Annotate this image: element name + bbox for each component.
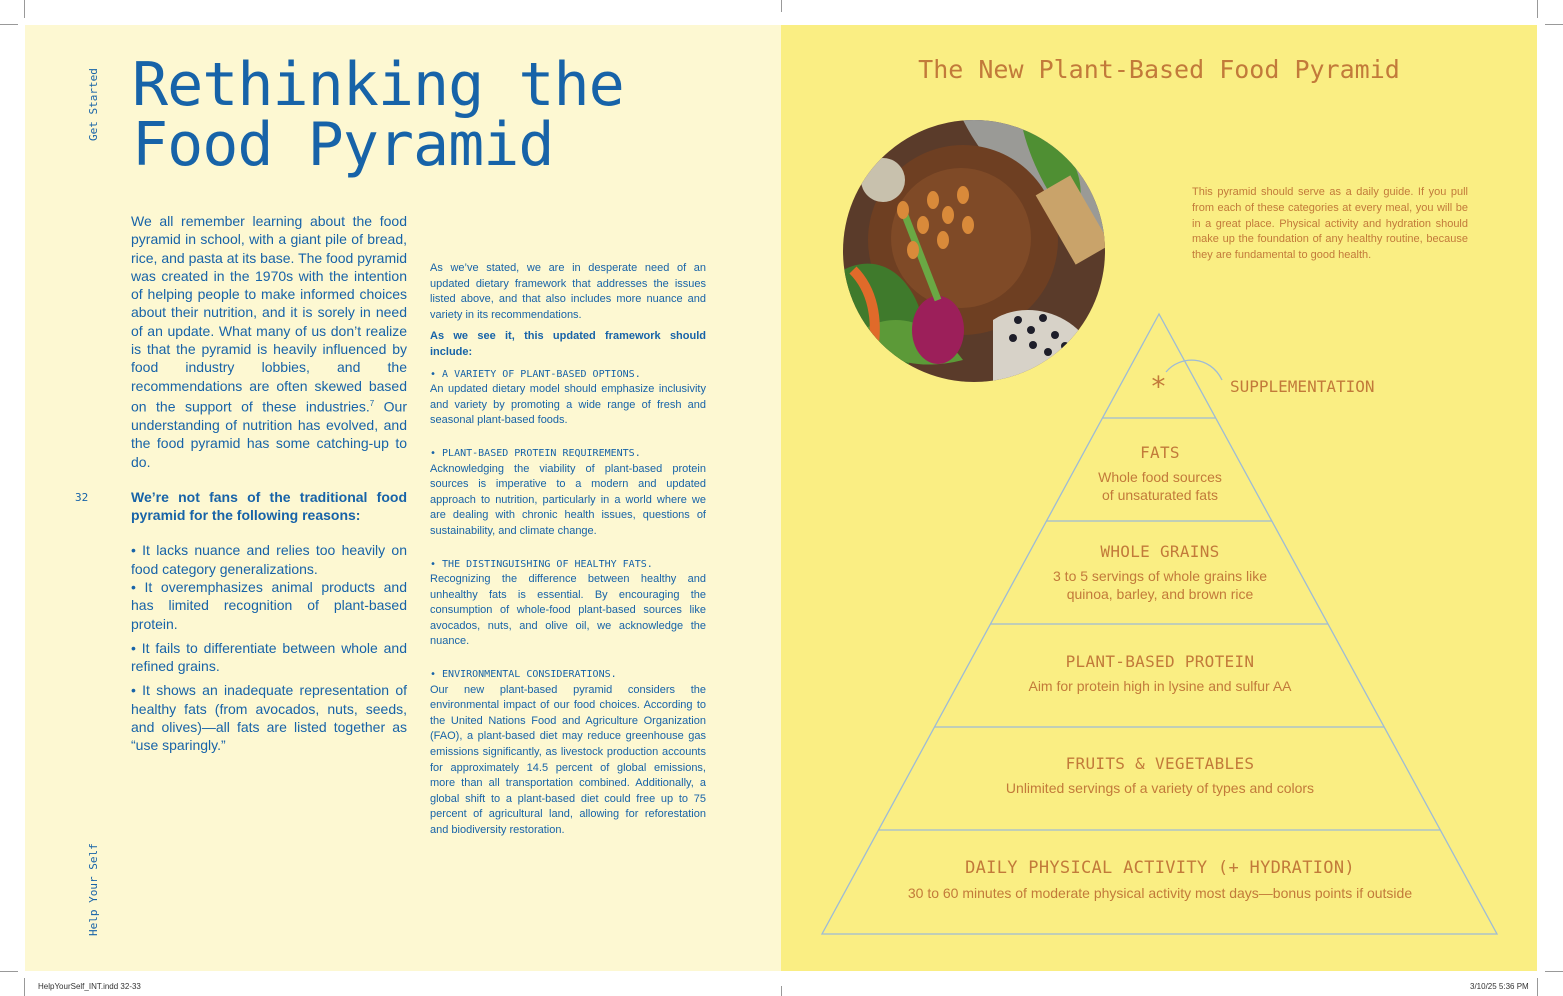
framework-item-head: • ENVIRONMENTAL CONSIDERATIONS.	[430, 669, 617, 681]
tier-physical-activity	[840, 858, 1480, 902]
framework-item-body: Our new plant-based pyramid considers the environmental impact of our food choices. According to the United Nations Food and Agriculture Organization (FAO), a plant-based diet may reduce greenhouse gas emissions significantly, as livestock production accounts for approximately 14.5 percent of global emissions, more than all transportation combined. Additionally, a global shift to a plant-based diet could free up to 75 percent of agricultural land, allowing for reforestation and biodiversity restoration.	[430, 683, 706, 836]
tier-heading: DAILY PHYSICAL ACTIVITY (+ HYDRATION)	[965, 858, 1355, 878]
slug-file: HelpYourSelf_INT.indd 32-33	[38, 982, 141, 991]
tier-heading: PLANT-BASED PROTEIN	[1065, 652, 1255, 671]
tier-description: 3 to 5 servings of whole grains like	[1053, 568, 1267, 584]
supplementation-star: *	[1150, 370, 1167, 403]
tier-description: 30 to 60 minutes of moderate physical activity most days—bonus points if outside	[907, 885, 1413, 901]
title-line-2: Food Pyramid	[132, 110, 554, 180]
reason-item: • It fails to differentiate between whole and refined grains.	[131, 639, 407, 675]
tier-description: Aim for protein high in lysine and sulfur AA	[1028, 678, 1292, 694]
tier-fruits-vegetables	[840, 754, 1480, 797]
tier-description: of unsaturated fats	[1102, 487, 1218, 503]
pyramid-intro: This pyramid should serve as a daily guide. If you pull from each of these categories at every meal, you will be in a great place. Physical activity and hydration should make up the foundation of any healthy routine, because they are fundamental to good health.	[1192, 186, 1468, 262]
framework-item-head: • PLANT-BASED PROTEIN REQUIREMENTS.	[430, 447, 641, 459]
page-number: 32	[75, 491, 89, 504]
footnote-ref: 7	[369, 398, 375, 408]
pyramid-title: The New Plant-Based Food Pyramid	[918, 55, 1400, 84]
framework-item-body: Recognizing the difference between healthy and unhealthy fats is essential. By encouraging the consumption of whole-food plant-based sources like avocados, nuts, and olive oil, we acknowledge the nuance.	[430, 573, 706, 648]
tier-description: quinoa, barley, and brown rice	[1066, 586, 1254, 602]
framework-item-body: Acknowledging the viability of plant-based protein sources is imperative to a modern and updated approach to nutrition, particularly in a world where we are dealing with chronic health issues, questions of sustainability, and climate change.	[430, 462, 706, 537]
framework-item-head: • A VARIETY OF PLANT-BASED OPTIONS.	[430, 368, 641, 380]
title-line-1: Rethinking the	[132, 50, 624, 120]
reasons-heading: We’re not fans of the traditional food pyramid for the following reasons:	[131, 488, 407, 524]
framework-item-head: • THE DISTINGUISHING OF HEALTHY FATS.	[430, 558, 653, 570]
tier-heading: WHOLE GRAINS	[1100, 542, 1220, 561]
side-label-help-your-self: Help Your Self	[87, 843, 100, 936]
tier-plant-protein	[840, 652, 1480, 695]
supplementation-label: SUPPLEMENTATION	[1230, 377, 1375, 396]
tier-heading: FRUITS & VEGETABLES	[1065, 754, 1255, 773]
framework-lead: As we see it, this updated framework should include:	[430, 330, 706, 358]
reason-item: • It lacks nuance and relies too heavily on food category generalizations.	[131, 542, 407, 577]
slug-date: 3/10/25 5:36 PM	[1470, 982, 1529, 991]
tier-fats	[840, 443, 1480, 504]
tier-whole-grains	[840, 542, 1480, 603]
tier-description: Unlimited servings of a variety of types and colors	[1005, 780, 1315, 796]
tier-heading: FATS	[1140, 443, 1180, 462]
reason-item: • It overemphasizes animal products and has limited recognition of plant-based protein.	[131, 579, 407, 632]
intro-paragraph: We all remember learning about the food pyramid in school, with a giant pile of bread, rice, and pasta at its base. The food pyramid was created in the 1970s with the intention of helping people to make informed choices about their nutrition, and it is sorely in need of an update. What many of us don’t realize is that the pyramid is heavily influenced by food industry lobbies, and the recommendations are often skewed based on the support of these industries.$^7$ Our understanding of nutrition has evolved, and the food pyramid has some catching-up to do.	[131, 213, 408, 470]
framework-intro: As we’ve stated, we are in desperate need of an updated dietary framework that addresses the issues listed above, and that also includes more nuance and variety in its recommendations.	[430, 262, 706, 321]
framework-item-body: An updated dietary model should emphasize inclusivity and variety by promoting a wide range of fresh and seasonal plant-based foods.	[430, 383, 706, 427]
tier-description: Whole food sources	[1098, 469, 1222, 485]
reason-item: • It shows an inadequate representation of healthy fats (from avocados, nuts, seeds, and olives)—all fats are listed together as “use sparingly.”	[131, 682, 407, 754]
side-label-get-started: Get Started	[87, 68, 100, 141]
